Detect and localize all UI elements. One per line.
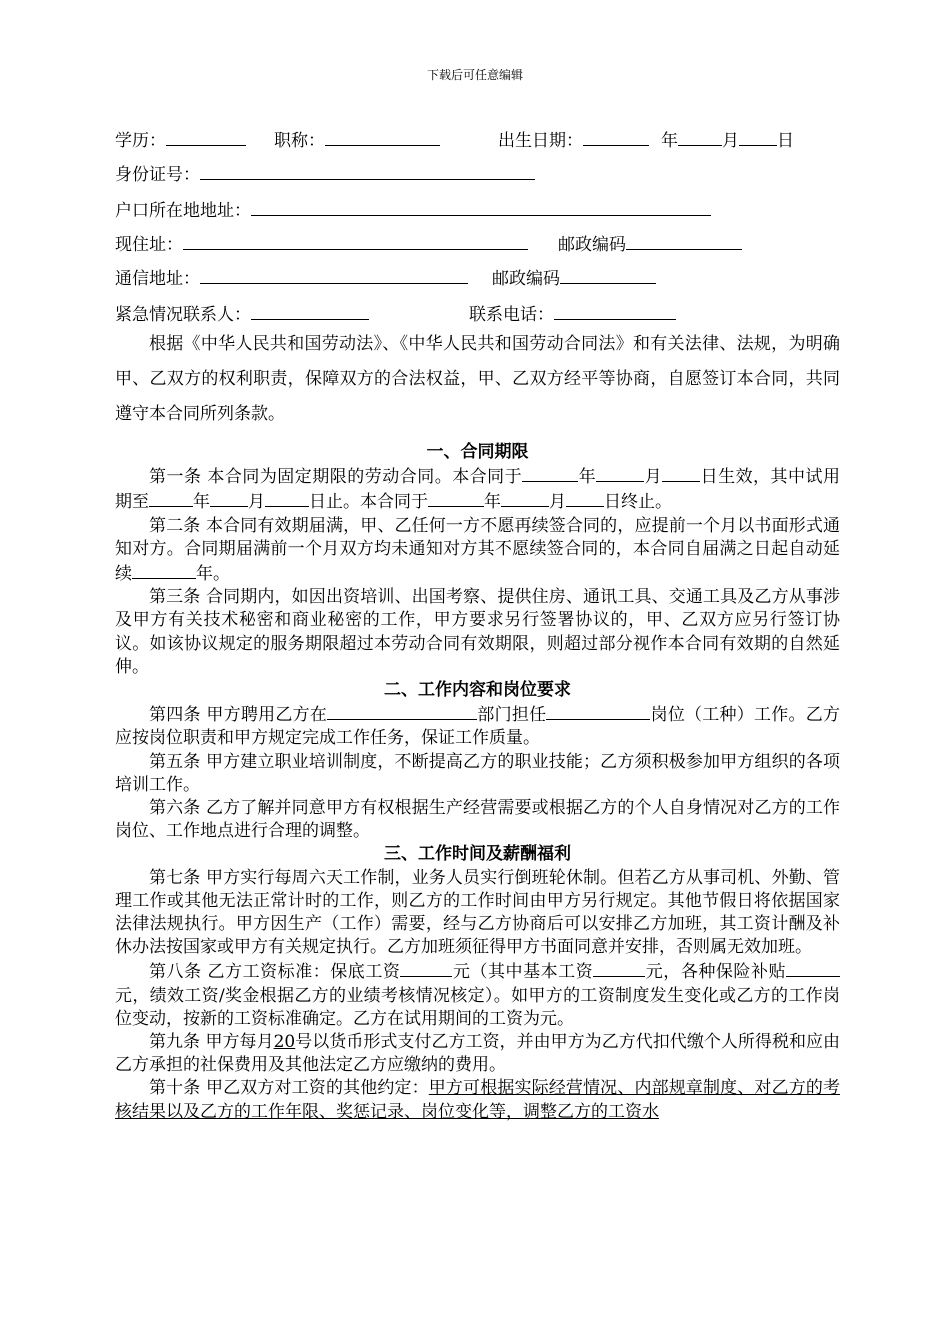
title-blank[interactable] (325, 128, 440, 146)
postcode1-blank[interactable] (626, 232, 742, 250)
postcode1-label: 邮政编码 (558, 235, 626, 255)
section-heading-3: 三、工作时间及薪酬福利 (384, 844, 571, 865)
article-8: 第八条 乙方工资标准：保底工资 元（其中基本工资 元，各种保险补贴元，绩效工资/奖金根据乙方的业绩考核情况核定）。如甲方的工资制度发生变化或乙方的工作岗位变动，按新的工资标准确定。乙方在试用期间的工资为元。 (115, 959, 840, 1031)
article-3: 第三条 合同期内，如因出资培训、出国考察、提供住房、通讯工具、交通工具及乙方从事涉及甲方有关技术秘密和商业秘密的工作，甲方要求另行签署协议的，甲、乙双方应另行签订协议。如该协议规定的服务期限超过本劳动合同有效期限，则超过部分视作本合同有效期的自然延伸。 (115, 587, 840, 677)
insurance-subsidy-blank[interactable] (786, 959, 840, 977)
basic-wage-blank[interactable] (593, 959, 645, 977)
education-label: 学历： (115, 131, 166, 151)
postcode2-blank[interactable] (560, 266, 656, 284)
id-label: 身份证号： (115, 165, 200, 185)
position-blank[interactable] (546, 702, 650, 720)
article-1: 第一条 本合同为固定期限的劳动合同。本合同于 年 月 日生效，其中试用期至 年 月 日止。本合同于 年 月 日终止。 (115, 464, 840, 514)
article-5: 第五条 甲方建立职业培训制度，不断提高乙方的职业技能；乙方须积极参加甲方组织的各项培训工作。 (115, 751, 840, 795)
end-month-blank[interactable] (501, 489, 549, 507)
base-salary-blank[interactable] (400, 959, 452, 977)
hukou-label: 户口所在地地址： (115, 201, 251, 221)
article-7: 第七条 甲方实行每周六天工作制，业务人员实行倒班轮休制。但若乙方从事司机、外勤、管理工作或其他无法正常计时的工作，则乙方的工作时间由甲方另行规定。其他节假日将依据国家法律法规执行。甲方因生产（工作）需要，经与乙方协商后可以安排乙方加班，其工资计酬及补休办法按国家或甲方有关规定执行。乙方加班须征得甲方书面同意并安排，否则属无效加班。 (115, 867, 840, 958)
end-year-blank[interactable] (428, 489, 484, 507)
phone-blank[interactable] (554, 302, 676, 320)
info-row-emergency (115, 302, 676, 325)
section-heading-1: 一、合同期限 (426, 442, 529, 462)
day-label: 日 (777, 131, 794, 151)
info-row-residence (115, 232, 742, 255)
postcode2-label: 邮政编码 (492, 269, 560, 289)
mail-addr-label: 通信地址： (115, 269, 200, 289)
intro-section (115, 327, 840, 432)
start-day-blank[interactable] (662, 464, 700, 482)
trial-month-blank[interactable] (210, 489, 248, 507)
emergency-blank[interactable] (251, 302, 369, 320)
intro-paragraph: 根据《中华人民共和国劳动法》、《中华人民共和国劳动合同法》和有关法律、法规，为明确甲、乙双方的权利职责，保障双方的合法权益，甲、乙双方经平等协商，自愿签订本合同，共同遵守本合同所列条款。 (115, 334, 840, 424)
birth-label: 出生日期： (498, 131, 583, 151)
info-row-mail (115, 266, 656, 289)
article-6: 第六条 乙方了解并同意甲方有权根据生产经营需要或根据乙方的个人自身情况对乙方的工作岗位、工作地点进行合理的调整。 (115, 798, 840, 842)
end-day-blank[interactable] (566, 489, 604, 507)
article-2: 第二条 本合同有效期届满，甲、乙任何一方不愿再续签合同的，应提前一个月以书面形式通知对方。合同期届满前一个月双方均未通知对方其不愿续签合同的，本合同自届满之日起自动延续 年。 (115, 515, 840, 585)
birth-year-blank[interactable] (583, 128, 649, 146)
year-label: 年 (661, 131, 678, 151)
education-blank[interactable] (166, 128, 246, 146)
department-blank[interactable] (327, 702, 477, 720)
residence-label: 现住址： (115, 235, 183, 255)
extension-years-blank[interactable] (132, 561, 196, 579)
mail-addr-blank[interactable] (200, 266, 468, 284)
emergency-label: 紧急情况联系人： (115, 305, 251, 325)
start-year-blank[interactable] (522, 464, 578, 482)
phone-label: 联系电话： (469, 305, 554, 325)
trial-year-blank[interactable] (149, 489, 193, 507)
start-month-blank[interactable] (596, 464, 644, 482)
id-blank[interactable] (200, 162, 535, 180)
hukou-blank[interactable] (251, 198, 711, 216)
trial-day-blank[interactable] (265, 489, 309, 507)
title-label: 职称： (274, 131, 325, 151)
section-heading-2: 二、工作内容和岗位要求 (384, 680, 571, 701)
birth-day-blank[interactable] (739, 128, 777, 146)
contract-body (115, 441, 840, 1124)
page-header: 下载后可任意编辑 (426, 68, 523, 82)
info-row-id (115, 162, 535, 185)
payday-value[interactable]: 20 (273, 1032, 296, 1053)
info-row-education (115, 128, 794, 151)
month-label: 月 (722, 131, 739, 151)
salary-other-agreement: 甲方可根据实际经营情况、内部规章制度、对乙方的考核结果以及乙方的工作年限、奖惩记录、岗位变化等，调整乙方的工资水 (115, 1078, 840, 1122)
article-10: 第十条 甲乙双方对工资的其他约定：甲方可根据实际经营情况、内部规章制度、对乙方的考核结果以及乙方的工作年限、奖惩记录、岗位变化等，调整乙方的工资水 (115, 1078, 840, 1122)
residence-blank[interactable] (183, 232, 528, 250)
birth-month-blank[interactable] (678, 128, 722, 146)
article-9: 第九条 甲方每月20号以货币形式支付乙方工资，并由甲方为乙方代扣代缴个人所得税和应由乙方承担的社保费用及其他法定乙方应缴纳的费用。 (115, 1032, 841, 1076)
article-4: 第四条 甲方聘用乙方在 部门担任 岗位（工种）工作。乙方应按岗位职责和甲方规定完成工作任务，保证工作质量。 (115, 702, 840, 750)
info-row-hukou (115, 198, 711, 221)
